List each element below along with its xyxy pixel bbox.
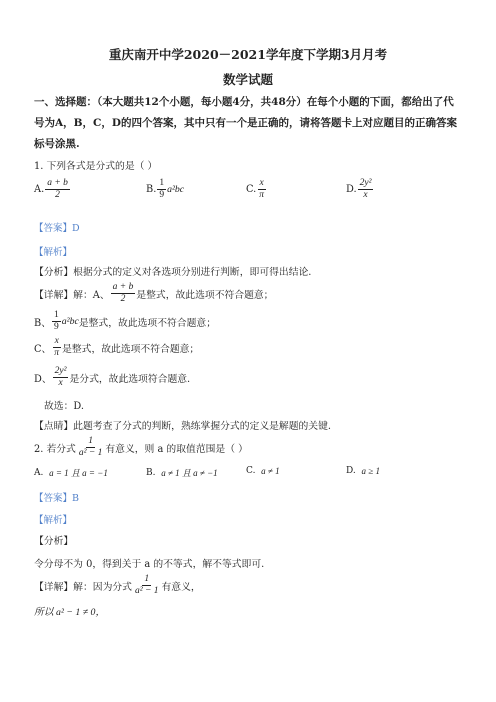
q1-detail-a-num: a + b — [112, 282, 134, 292]
q1-option-a-num: a + b — [47, 178, 68, 188]
q1-option-d-den: x — [363, 190, 368, 200]
q1-option-b-coef-num: 1 — [159, 178, 165, 188]
q1-option-a-den: 2 — [55, 190, 60, 200]
q2-stem-num: 1 — [88, 436, 93, 446]
q1-option-d-fraction — [358, 178, 374, 201]
page-subtitle: 数学试题 — [222, 72, 273, 87]
q1-detail-b-text: 是整式，故此选项不符合题意； — [78, 317, 216, 329]
section-intro — [34, 92, 457, 155]
q1-answer-tag: 【答案】D — [34, 223, 80, 234]
q2-stem-den: a² − 1 — [78, 448, 103, 458]
q1-detail-d-fraction — [53, 366, 69, 389]
q1-detail-a-den: 2 — [120, 294, 126, 304]
q1-detail-c-text: 是整式，故此选项不符合题意； — [62, 343, 200, 355]
q1-detail-d-label: D、 — [34, 373, 52, 385]
q1-detail-a-fraction — [111, 282, 136, 305]
q1-detail-b — [34, 310, 216, 333]
q2-stem-prefix: 2. 若分式 — [34, 443, 76, 455]
q1-detail-b-expr: a²bc — [61, 316, 79, 327]
q1-option-b-label: B. — [146, 184, 157, 195]
q2-analysis-tag: 【解析】 — [34, 515, 73, 526]
q2-detail-num: 1 — [144, 574, 150, 584]
q2-last-line — [34, 604, 105, 618]
q2-option-c-text: a ≠ 1 — [261, 466, 280, 476]
q2-detail-prefix: 【详解】解：因为分式 — [34, 581, 132, 593]
q2-option-b — [146, 466, 218, 479]
q2-option-a — [34, 466, 108, 479]
q2-option-b-text: a ≠ 1 且 a ≠ −1 — [161, 468, 218, 478]
section-line-3: 标号涂黑. — [34, 138, 80, 150]
q2-option-c — [246, 466, 280, 476]
q1-option-b-coef — [157, 178, 166, 201]
q2-stem — [34, 436, 248, 459]
q1-detail-d — [34, 366, 190, 389]
q2-detail — [34, 574, 201, 597]
q1-option-a — [34, 178, 71, 201]
q1-option-c-fraction — [257, 178, 266, 201]
q2-option-a-label: A. — [34, 467, 44, 478]
q2-detail-suffix: 有意义， — [161, 581, 201, 593]
q1-detail-b-label: B、 — [34, 317, 51, 329]
q2-fenxi: 【分析】 — [34, 536, 74, 547]
q2-option-c-label: C. — [246, 466, 256, 476]
q1-detail-a — [34, 282, 273, 305]
q1-option-d-label: D. — [346, 184, 357, 195]
q2-option-d-text: a ≥ 1 — [361, 466, 380, 476]
q2-option-d-label: D. — [346, 466, 356, 476]
q1-analysis-tag: 【解析】 — [34, 247, 73, 258]
q2-detail-den: a² − 1 — [134, 586, 159, 596]
q1-detail-b-coef — [52, 310, 61, 333]
q1-option-a-label: A. — [34, 184, 45, 195]
q2-stem-suffix: 有意义，则 a 的取值范围是（ ） — [105, 443, 248, 455]
q2-last-line-text: 所以 a² − 1 ≠ 0， — [34, 607, 106, 618]
q2-detail-fraction — [133, 574, 161, 597]
q2-fenxi-text: 令分母不为 0，得到关于 a 的不等式，解不等式即可. — [34, 559, 265, 570]
q1-review: 【点睛】此题考查了分式的判断，熟练掌握分式的定义是解题的关键. — [34, 421, 332, 432]
section-line-2: 号为A，B，C，D的四个答案，其中只有一个是正确的，请将答题卡上对应题目的正确答案 — [34, 117, 457, 129]
q1-detail-d-text: 是分式，故此选项符合题意. — [69, 373, 191, 385]
q1-conclusion: 故选：D. — [44, 401, 85, 412]
q2-option-a-text: a = 1 且 a = −1 — [49, 468, 108, 478]
q1-detail-b-coef-den: 9 — [54, 322, 59, 332]
q1-option-c-label: C. — [246, 184, 257, 195]
q2-option-d — [346, 466, 380, 476]
q1-option-b-coef-den: 9 — [159, 190, 165, 200]
q1-option-b — [146, 178, 184, 201]
q1-option-c-num: x — [259, 178, 264, 188]
q1-detail-b-coef-num: 1 — [54, 310, 59, 320]
page-title: 重庆南开中学2020－2021学年度下学期3月月考 — [108, 47, 388, 62]
q2-answer-tag: 【答案】B — [34, 493, 79, 504]
q1-option-d — [346, 178, 374, 201]
q1-option-b-expr: a²bc — [167, 184, 185, 195]
q1-detail-prefix: 【详解】解：A、 — [34, 289, 110, 301]
q1-option-a-fraction — [45, 178, 70, 201]
q1-option-d-num: 2y² — [359, 178, 372, 188]
q1-fenxi: 【分析】根据分式的定义对各选项分别进行判断，即可得出结论. — [34, 267, 312, 278]
q1-detail-a-text: 是整式，故此选项不符合题意； — [136, 289, 274, 301]
q1-detail-c-fraction — [52, 336, 61, 359]
q1-detail-c-label: C、 — [34, 343, 52, 355]
q1-option-c — [246, 178, 267, 201]
q2-option-b-label: B. — [146, 467, 156, 478]
q1-detail-d-num: 2y² — [54, 366, 67, 376]
q1-detail-d-den: x — [58, 378, 63, 388]
section-line-1: 一、选择题：（本大题共12个小题，每小题4分，共48分）在每个小题的下面，都给出了代 — [34, 96, 454, 108]
q1-detail-c — [34, 336, 199, 359]
q1-detail-c-den: π — [54, 348, 60, 358]
q1-detail-c-num: x — [54, 336, 59, 346]
q2-stem-fraction — [77, 436, 105, 459]
q1-option-c-den: π — [259, 190, 265, 200]
q1-stem: 1. 下列各式是分式的是（ ） — [34, 161, 158, 172]
